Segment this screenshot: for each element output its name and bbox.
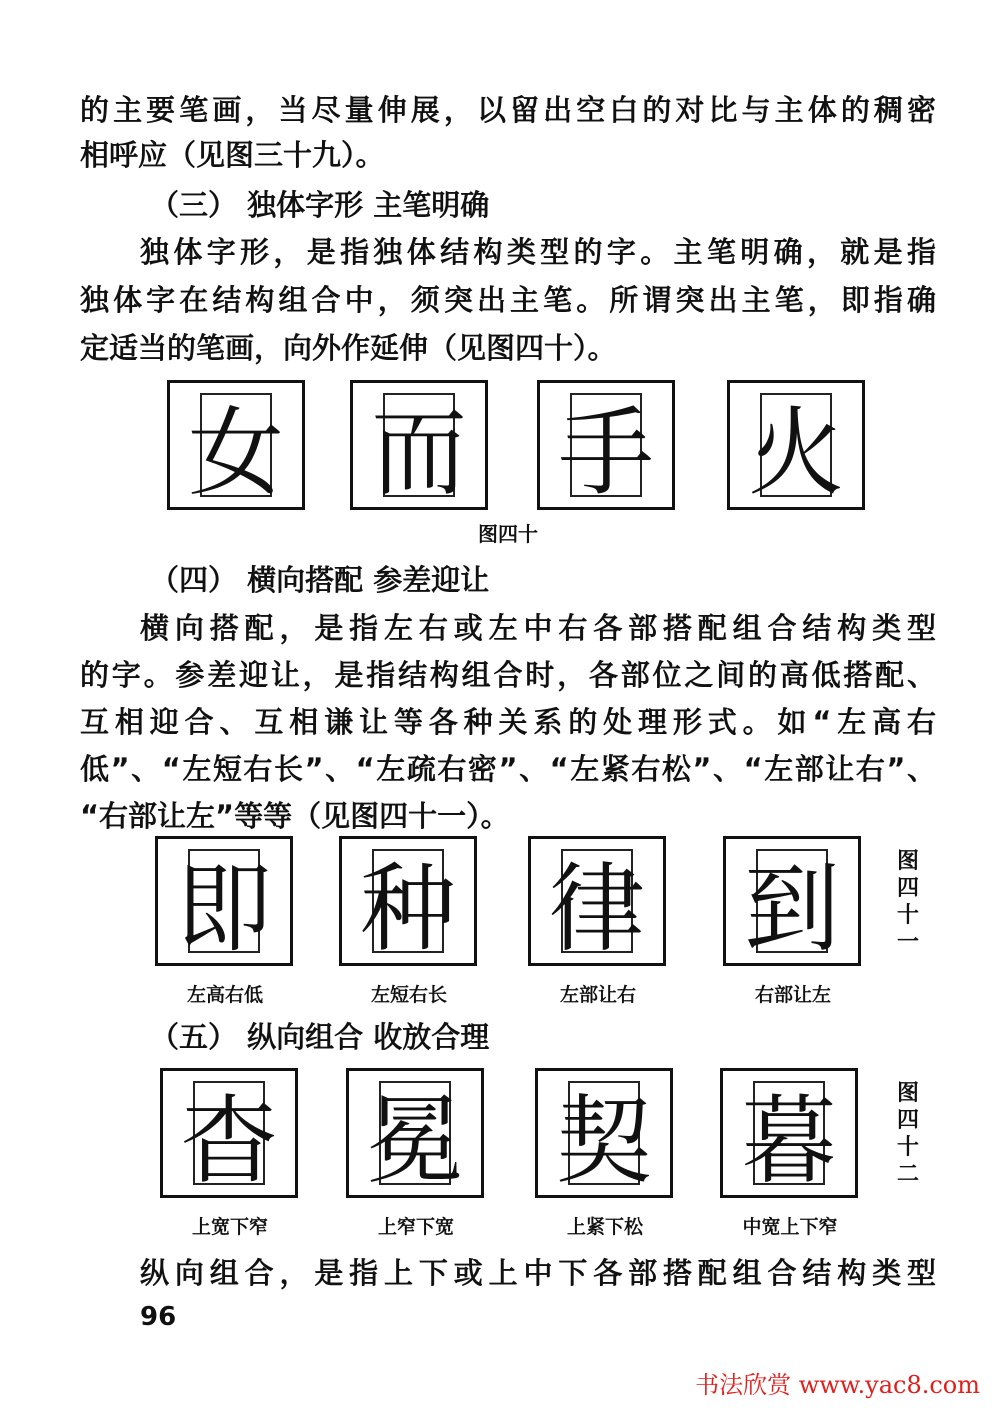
calligraphy-character: 律 (549, 852, 645, 965)
paragraph-line: 低”、“左短右长”、“左疏右密”、“左紧右松”、“左部让右”、 (80, 752, 936, 786)
paragraph-line: 定适当的笔画，向外作延伸（见图四十）。 (80, 331, 617, 365)
section-heading-3: （三） 独体字形 主笔明确 (150, 188, 490, 222)
calligraphy-character: 即 (176, 852, 272, 965)
calligraphy-character: 种 (360, 852, 456, 965)
calligraphy-character: 到 (744, 852, 840, 965)
character-box (346, 1068, 484, 1198)
character-label: 上宽下窄 (191, 1216, 268, 1238)
character-label: 右部让左 (754, 984, 831, 1006)
character-box (339, 836, 477, 966)
section-heading-5: （五） 纵向组合 收放合理 (150, 1020, 490, 1054)
character-box (155, 836, 293, 966)
character-label: 上紧下松 (566, 1216, 643, 1238)
page-number: 96 (140, 1302, 177, 1332)
paragraph-line: “右部让左”等等（见图四十一）。 (80, 799, 510, 833)
figure-caption: 图四十 (478, 522, 538, 546)
character-label: 左高右低 (186, 984, 263, 1006)
calligraphy-character: 冕 (367, 1084, 463, 1197)
calligraphy-character: 契 (556, 1084, 652, 1197)
calligraphy-character: 杳 (181, 1084, 277, 1197)
calligraphy-character: 火 (748, 396, 844, 509)
paragraph-line: 独体字在结构组合中，须突出主笔。所谓突出主笔，即指确 (80, 283, 936, 317)
character-box (350, 380, 488, 510)
paragraph-line: 的字。参差迎让，是指结构组合时，各部位之间的高低搭配、 (80, 658, 936, 692)
character-label: 左短右长 (370, 984, 447, 1006)
character-box (723, 836, 861, 966)
paragraph-line: 相呼应（见图三十九）。 (80, 138, 385, 172)
character-label: 中宽上下窄 (742, 1216, 838, 1238)
paragraph-line: 横向搭配，是指左右或左中右各部搭配组合结构类型 (140, 611, 936, 645)
paragraph-line: 互相迎合、互相谦让等各种关系的处理形式。如“左高右 (80, 705, 936, 739)
paragraph-line: 的主要笔画，当尽量伸展，以留出空白的对比与主体的稠密 (80, 93, 936, 127)
character-box (535, 1068, 673, 1198)
paragraph-line: 纵向组合，是指上下或上中下各部搭配组合结构类型 (140, 1256, 936, 1290)
character-box (528, 836, 666, 966)
character-box (167, 380, 305, 510)
paragraph-line: 独体字形，是指独体结构类型的字。主笔明确，就是指 (140, 235, 936, 269)
figure-caption-vertical: 图四十一 (896, 849, 919, 955)
character-box (160, 1068, 298, 1198)
character-box (727, 380, 865, 510)
calligraphy-character: 而 (371, 396, 467, 509)
character-label: 左部让右 (559, 984, 636, 1006)
section-heading-4: （四） 横向搭配 参差迎让 (150, 563, 490, 597)
figure-caption-vertical: 图四十二 (896, 1081, 919, 1187)
character-box (720, 1068, 858, 1198)
watermark: 书法欣赏 www.yac8.com (695, 1371, 980, 1399)
character-box (537, 380, 675, 510)
calligraphy-character: 手 (558, 396, 654, 509)
calligraphy-character: 女 (188, 396, 284, 509)
character-label: 上窄下宽 (377, 1216, 454, 1238)
calligraphy-character: 暮 (741, 1084, 837, 1197)
